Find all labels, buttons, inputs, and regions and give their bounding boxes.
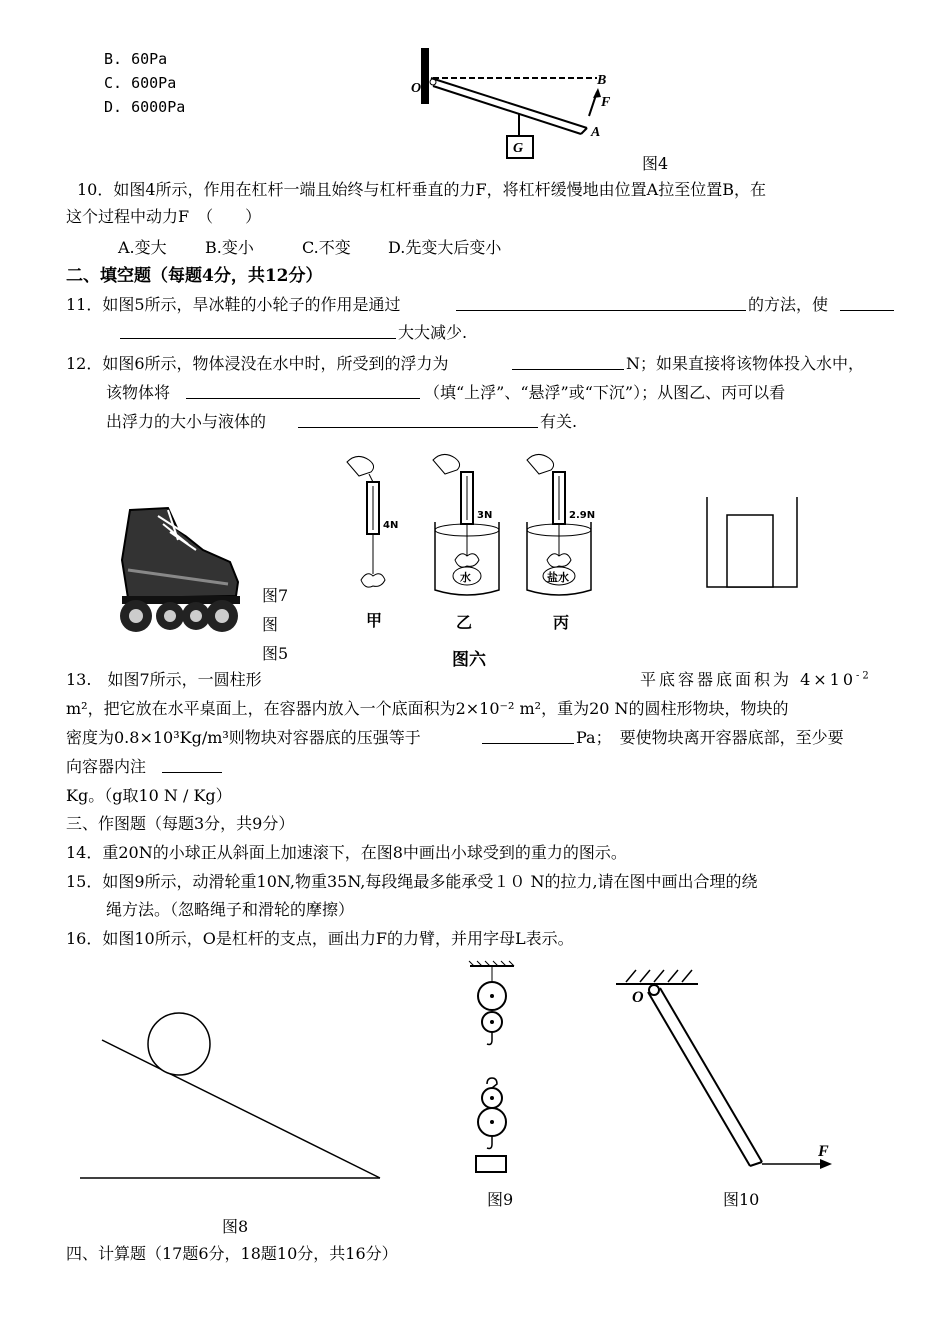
option-c: C. 600Pa <box>104 74 177 92</box>
fig10-label-o: O <box>632 989 644 1006</box>
fig4-label-b: B <box>597 73 607 88</box>
fig6-reading-jia: 4N <box>383 520 399 531</box>
q11-blank-3[interactable] <box>120 324 396 343</box>
option-b: B. 60Pa <box>104 50 168 68</box>
q15-line1: 15．如图9所示，动滑轮重10N,物重35N,每段绳最多能承受１０ N的拉力,请在图中画出合理的绕 <box>66 872 758 891</box>
q12-line1-b: N；如果直接将该物体投入水中， <box>626 354 865 373</box>
q10-option-b: B.变小 <box>205 238 254 257</box>
section-3-title: 三、作图题（每题3分，共9分） <box>66 814 295 833</box>
q12-line3-b: 有关. <box>540 412 578 431</box>
fig6-label-yi: 乙 <box>456 613 473 632</box>
q13-blank-2[interactable] <box>162 758 222 777</box>
q10-line2: 这个过程中动力F （ ） <box>66 207 262 226</box>
q13-line3-b: Pa； 要使物块离开容器底部，至少要 <box>576 728 844 747</box>
fig6-label-jia: 甲 <box>366 611 383 630</box>
fig6-reading-yi: 3N <box>477 510 493 521</box>
q13-line1-b: 平底容器底面积为 $4\times 10^{-2}$ <box>640 670 872 689</box>
fig4-label-o: O <box>411 81 422 96</box>
q13-blank-1[interactable] <box>482 729 574 748</box>
fig8-caption: 图8 <box>222 1217 249 1236</box>
q13-line4: 向容器内注 <box>66 757 147 776</box>
fig4-label-a: A <box>591 125 601 140</box>
q14-text: 14．重20N的小球正从斜面上加速滚下，在图8中画出小球受到的重力的图示。 <box>66 843 627 862</box>
fig4-label-f: F <box>601 95 611 110</box>
q11-line1-a: 11．如图5所示，旱冰鞋的小轮子的作用是通过 <box>66 295 401 314</box>
q11-line1-b: 的方法，使 <box>748 295 829 314</box>
figure-4-lever <box>405 44 625 164</box>
fig6-caption: 图六 <box>452 650 486 670</box>
q11-blank-2[interactable] <box>840 296 894 315</box>
fig-label-tu: 图 <box>262 615 279 634</box>
q12-blank-3[interactable] <box>298 413 538 432</box>
fig4-label-g: G <box>513 141 524 156</box>
q13-line1-a: 13. 如图7所示，一圆柱形 <box>66 670 262 689</box>
fig6-label-bing: 丙 <box>553 613 570 632</box>
q13-line3-a: 密度为0.8×10³Kg/m³则物块对容器底的压强等于 <box>66 728 421 747</box>
fig7-label: 图7 <box>262 586 289 605</box>
figure-8-incline[interactable] <box>76 1010 386 1182</box>
q10-option-d: D.先变大后变小 <box>388 238 502 257</box>
fig10-label-f: F <box>818 1143 829 1160</box>
figure-6-spring-scales <box>325 450 615 600</box>
section-4-title: 四、计算题（17题6分，18题10分，共16分） <box>66 1244 398 1263</box>
fig5-label: 图5 <box>262 644 289 663</box>
q10-option-a: A.变大 <box>118 238 167 257</box>
fig6-reading-bing: 2.9N <box>569 510 596 521</box>
section-2-title: 二、填空题（每题4分，共12分） <box>66 266 323 286</box>
q11-line2: 大大减少. <box>398 323 468 342</box>
q13-line2: m²，把它放在水平桌面上，在容器内放入一个底面积为2×10⁻² m²，重为20 N的圆柱形物块，物块的 <box>66 699 789 718</box>
q11-blank-1[interactable] <box>456 296 746 315</box>
q16-text: 16．如图10所示，O是杠杆的支点，画出力F的力臂，并用字母L表示。 <box>66 929 574 948</box>
q12-line2-a: 该物体将 <box>106 383 171 402</box>
q10-option-c: C.不变 <box>302 238 351 257</box>
q12-blank-1[interactable] <box>512 355 624 374</box>
q12-blank-2[interactable] <box>186 384 420 403</box>
q10-line1: 10．如图4所示，作用在杠杆一端且始终与杠杆垂直的力F，将杠杆缓慢地由位置A拉至位置B，在 <box>77 180 766 199</box>
q12-line3-a: 出浮力的大小与液体的 <box>106 412 267 431</box>
figure-10-lever[interactable] <box>612 962 842 1172</box>
q13-line5: Kg。（g取10 N / Kg） <box>66 786 232 805</box>
fig9-caption: 图9 <box>487 1190 514 1209</box>
q12-line2-b: （填“上浮”、“悬浮”或“下沉”）；从图乙、丙可以看 <box>424 383 786 402</box>
q15-line2: 绳方法。（忽略绳子和滑轮的摩擦） <box>106 900 355 919</box>
fig6-liquid-water: 水 <box>460 571 471 584</box>
figure-5-roller-skate <box>108 500 243 635</box>
figure-9-pulleys[interactable] <box>460 960 530 1180</box>
option-d: D. 6000Pa <box>104 98 186 116</box>
q12-line1-a: 12．如图6所示，物体浸没在水中时，所受到的浮力为 <box>66 354 449 373</box>
fig10-caption: 图10 <box>723 1190 760 1209</box>
fig4-caption: 图4 <box>642 154 669 173</box>
fig6-liquid-saltwater: 盐水 <box>547 571 569 584</box>
figure-7-container <box>705 495 800 590</box>
